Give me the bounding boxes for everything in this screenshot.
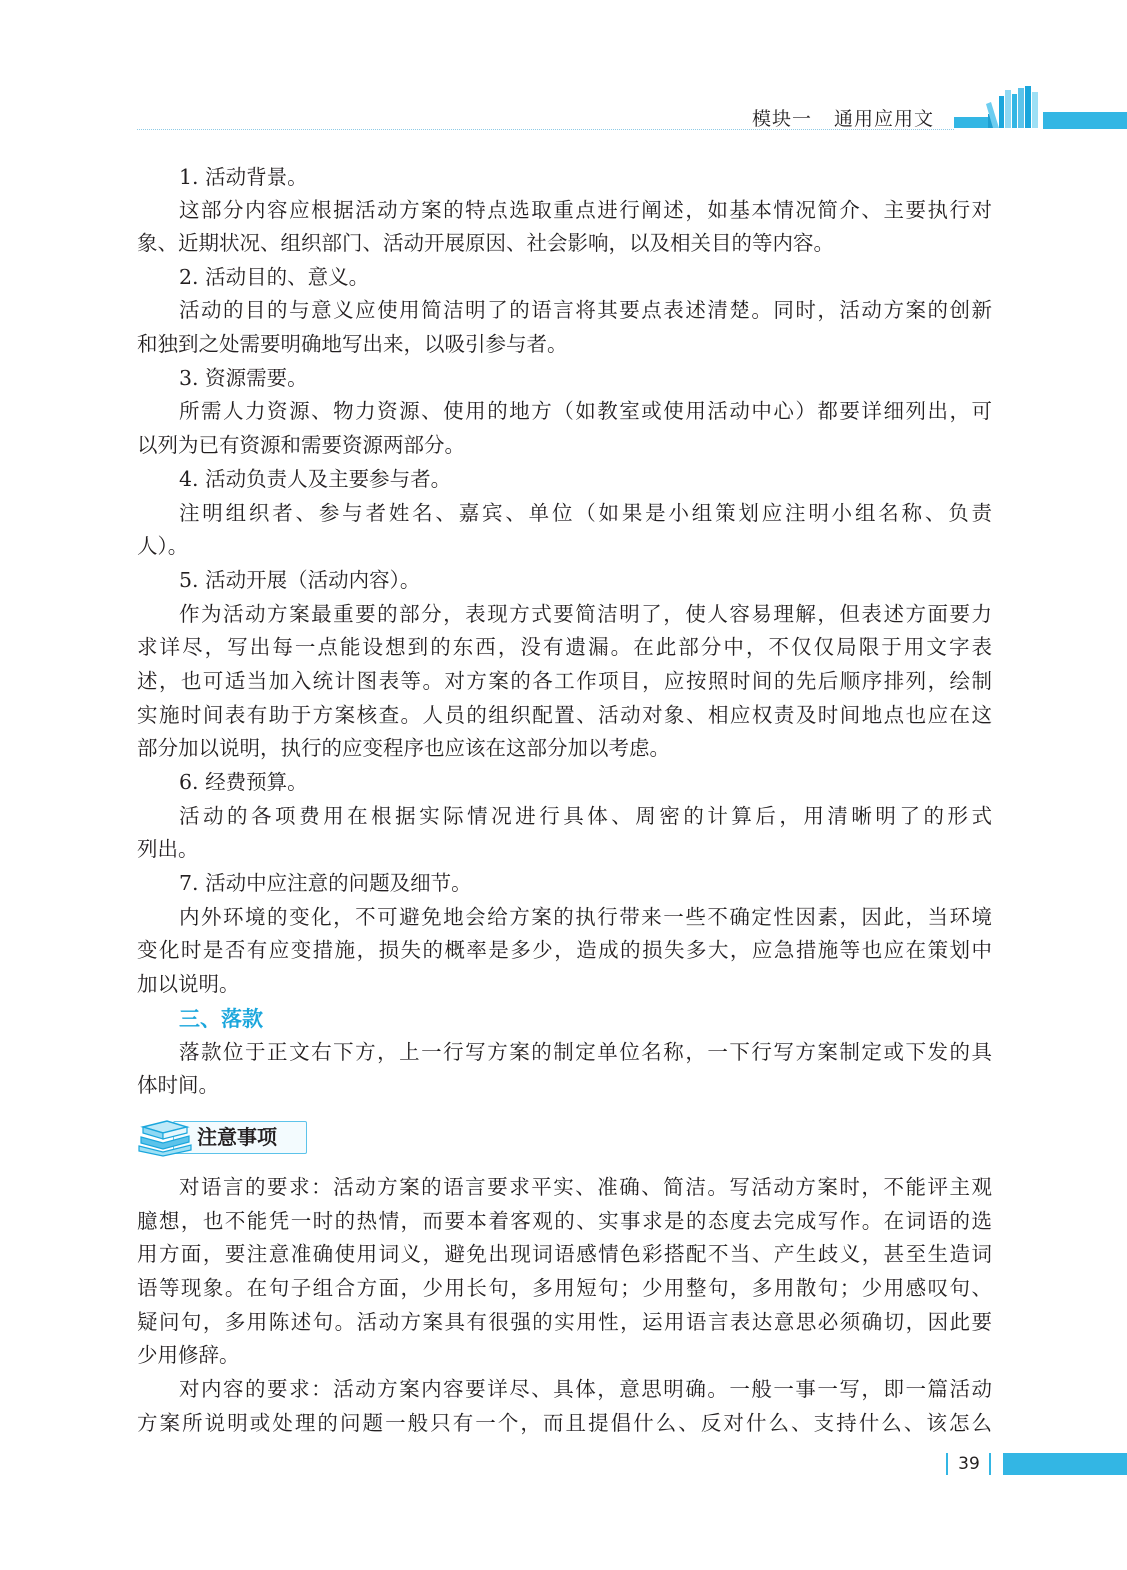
header-divider: [137, 129, 954, 130]
paragraph-line: 列出。: [137, 837, 199, 861]
section-heading-signature: 三、落款: [179, 1007, 263, 1031]
paragraph-line: 象、近期状况、组织部门、活动开展原因、社会影响，以及相关目的等内容。: [137, 231, 834, 255]
paragraph-line: 人）。: [137, 534, 189, 558]
paragraph-line: 对语言的要求：活动方案的语言要求平实、准确、简洁。写活动方案时，不能评主观: [179, 1175, 992, 1199]
footer-accent-bar: [1003, 1453, 1127, 1475]
paragraph-line: 内外环境的变化，不可避免地会给方案的执行带来一些不确定性因素，因此，当环境: [179, 905, 992, 929]
notes-banner: [137, 1117, 309, 1157]
page-header: [0, 0, 1127, 140]
item-heading: 4. 活动负责人及主要参与者。: [179, 467, 452, 491]
notes-heading: 注意事项: [197, 1125, 277, 1149]
paragraph-line: 对内容的要求：活动方案内容要详尽、具体，意思明确。一般一事一写，即一篇活动: [179, 1377, 992, 1401]
item-heading: 2. 活动目的、意义。: [179, 265, 370, 289]
item-heading: 1. 活动背景。: [179, 165, 308, 189]
paragraph-line: 变化时是否有应变措施，损失的概率是多少，造成的损失多大，应急措施等也应在策划中: [137, 938, 992, 962]
paragraph-line: 和独到之处需要明确地写出来，以吸引参与者。: [137, 332, 568, 356]
paragraph-line: 用方面，要注意准确使用词义，避免出现词语感情色彩搭配不当、产生歧义，甚至生造词: [137, 1242, 992, 1266]
paragraph-line: 所需人力资源、物力资源、使用的地方（如教室或使用活动中心）都要详细列出，可: [179, 399, 992, 423]
running-head: [752, 104, 952, 131]
paragraph-line: 疑问句，多用陈述句。活动方案具有很强的实用性，运用语言表达意思必须确切，因此要: [137, 1310, 992, 1334]
paragraph-line: 加以说明。: [137, 972, 240, 996]
item-heading: 3. 资源需要。: [179, 366, 308, 390]
paragraph-line: 方案所说明或处理的问题一般只有一个，而且提倡什么、反对什么、支持什么、该怎么: [137, 1411, 992, 1435]
books-icon: [952, 84, 1042, 130]
paragraph-line: 臆想，也不能凭一时的热情，而要本着客观的、实事求是的态度去完成写作。在词语的选: [137, 1209, 992, 1233]
paragraph-line: 活动的各项费用在根据实际情况进行具体、周密的计算后，用清晰明了的形式: [179, 804, 992, 828]
paragraph-line: 求详尽，写出每一点能设想到的东西，没有遗漏。在此部分中，不仅仅局限于用文字表: [137, 635, 992, 659]
chapter-title: 通用应用文: [834, 108, 935, 130]
paragraph-line: 注明组织者、参与者姓名、嘉宾、单位（如果是小组策划应注明小组名称、负责: [179, 501, 992, 525]
paragraph-line: 部分加以说明，执行的应变程序也应该在这部分加以考虑。: [137, 736, 670, 760]
item-heading: 5. 活动开展（活动内容）。: [179, 568, 421, 592]
stacked-books-icon: [137, 1117, 193, 1157]
paragraph-line: 以列为已有资源和需要资源两部分。: [137, 433, 465, 457]
paragraph-line: 落款位于正文右下方，上一行写方案的制定单位名称，一下行写方案制定或下发的具: [179, 1040, 992, 1064]
paragraph-line: 述，也可适当加入统计图表等。对方案的各工作项目，应按照时间的先后顺序排列，绘制: [137, 669, 992, 693]
header-accent-bar: [1043, 112, 1127, 129]
paragraph-line: 这部分内容应根据活动方案的特点选取重点进行阐述，如基本情况简介、主要执行对: [179, 198, 992, 222]
footer-divider-left: [946, 1453, 948, 1475]
page-number: 39: [958, 1454, 980, 1474]
module-label: 模块一: [752, 108, 813, 130]
paragraph-line: 实施时间表有助于方案核查。人员的组织配置、活动对象、相应权责及时间地点也应在这: [137, 703, 992, 727]
paragraph-line: 体时间。: [137, 1073, 219, 1097]
item-heading: 7. 活动中应注意的问题及细节。: [179, 871, 472, 895]
paragraph-line: 少用修辞。: [137, 1343, 240, 1367]
footer-divider-right: [989, 1453, 991, 1475]
paragraph-line: 活动的目的与意义应使用简洁明了的语言将其要点表述清楚。同时，活动方案的创新: [179, 298, 992, 322]
paragraph-line: 语等现象。在句子组合方面，少用长句，多用短句；少用整句，多用散句；少用感叹句、: [137, 1276, 992, 1300]
item-heading: 6. 经费预算。: [179, 770, 308, 794]
paragraph-line: 作为活动方案最重要的部分，表现方式要简洁明了，使人容易理解，但表述方面要力: [179, 602, 992, 626]
